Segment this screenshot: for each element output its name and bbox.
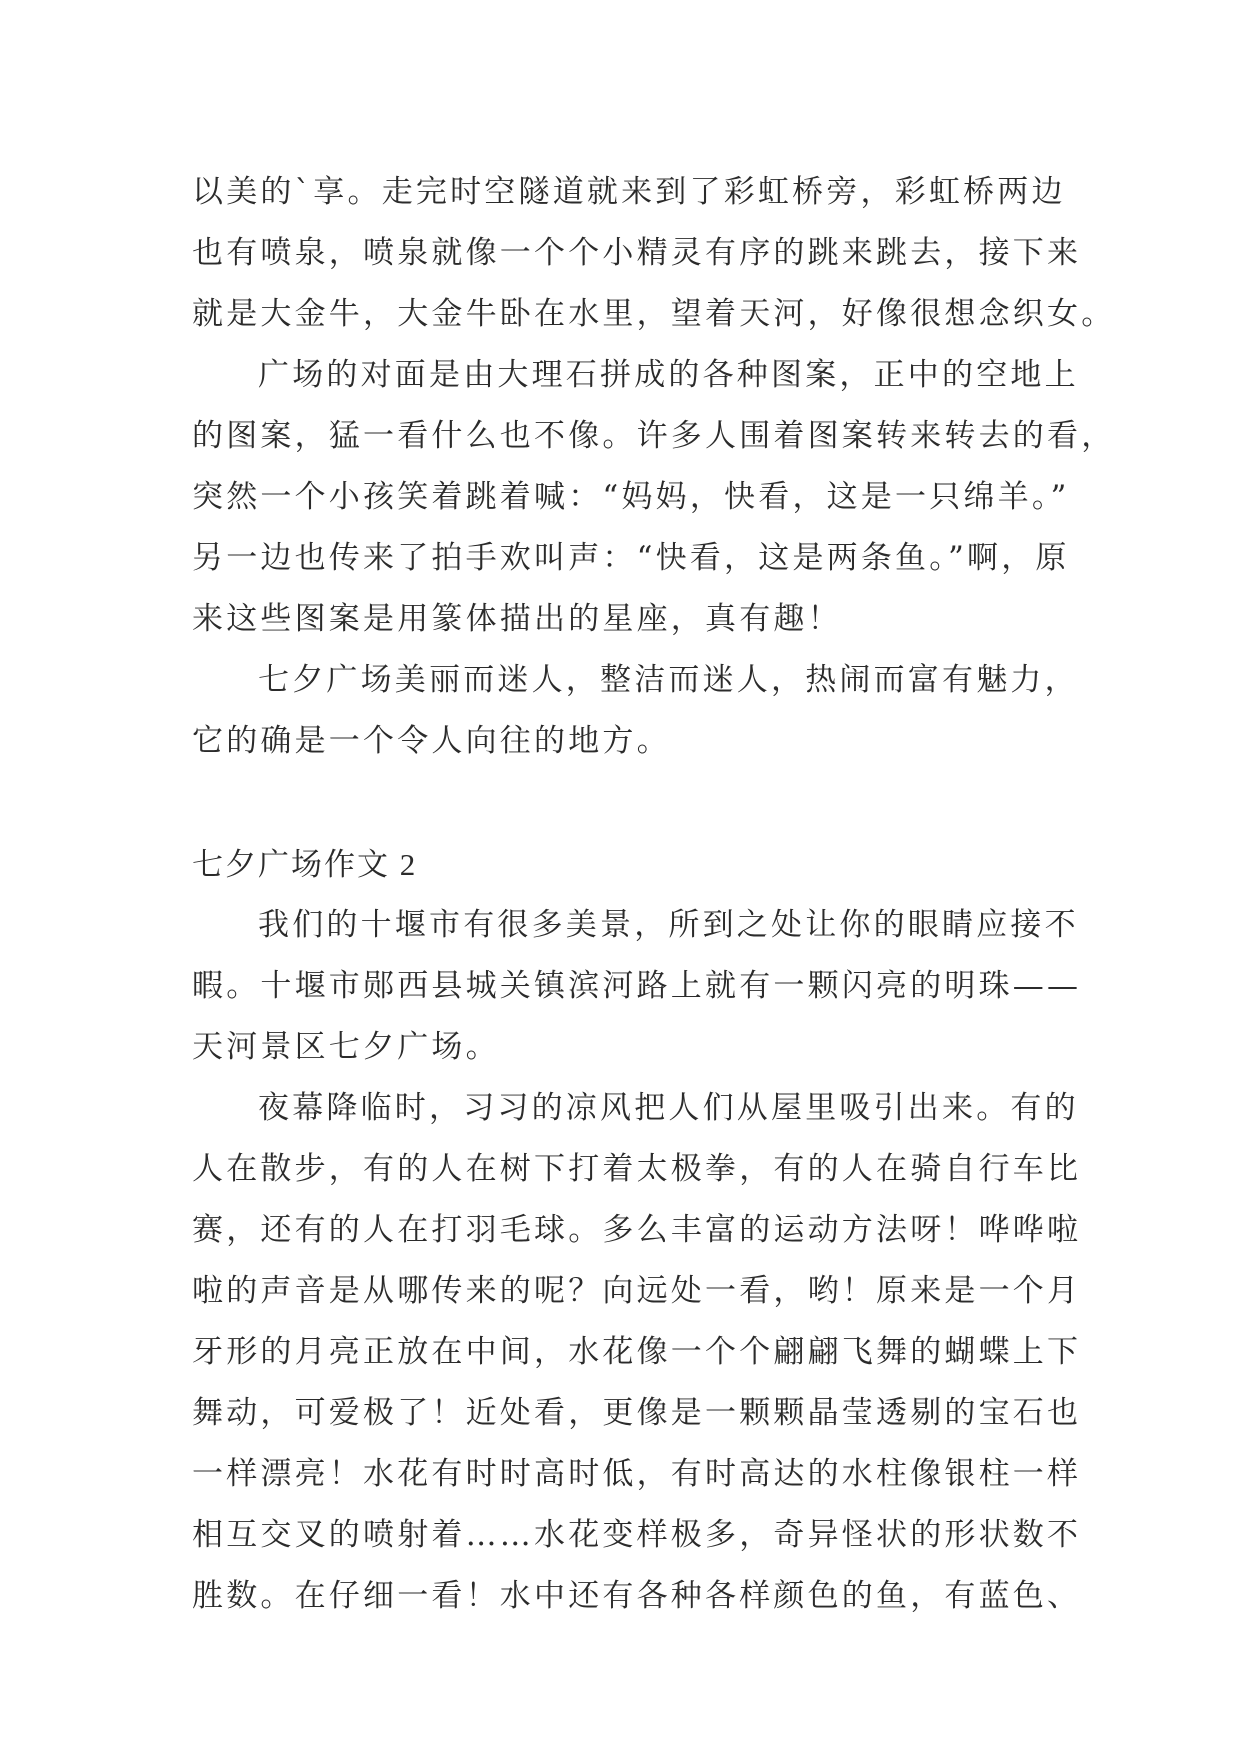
text-line: 啦的声音是从哪传来的呢？向远处一看，哟！原来是一个月 (192, 1273, 1082, 1309)
text-line: 暇。十堰市郧西县城关镇滨河路上就有一颗闪亮的明珠—— (192, 968, 1082, 1004)
text-line: 人在散步，有的人在树下打着太极拳，有的人在骑自行车比 (192, 1151, 1082, 1187)
text-line: 也有喷泉，喷泉就像一个个小精灵有序的跳来跳去，接下来 (192, 235, 1082, 271)
text-line: 广场的对面是由大理石拼成的各种图案，正中的空地上 (258, 357, 1079, 393)
text-line: 夜幕降临时，习习的凉风把人们从屋里吸引出来。有的 (258, 1090, 1079, 1126)
text-line: 七夕广场美丽而迷人，整洁而迷人，热闹而富有魅力， (258, 662, 1079, 698)
text-line: 赛，还有的人在打羽毛球。多么丰富的运动方法呀！哗哗啦 (192, 1212, 1082, 1248)
text-line: 相互交叉的喷射着……水花变样极多，奇异怪状的形状数不 (192, 1517, 1082, 1553)
text-line: 突然一个小孩笑着跳着喊：“妈妈，快看，这是一只绵羊。” (192, 479, 1070, 515)
text-line: 的图案，猛一看什么也不像。许多人围着图案转来转去的看， (192, 418, 1116, 454)
text-line: 它的确是一个令人向往的地方。 (192, 723, 671, 759)
text-line: 我们的十堰市有很多美景，所到之处让你的眼睛应接不 (258, 907, 1079, 943)
text-line: 牙形的月亮正放在中间，水花像一个个翩翩飞舞的蝴蝶上下 (192, 1334, 1082, 1370)
text-line: 以美的`享。走完时空隧道就来到了彩虹桥旁，彩虹桥两边 (192, 174, 1066, 210)
text-line: 天河景区七夕广场。 (192, 1029, 500, 1065)
text-line: 舞动，可爱极了！近处看，更像是一颗颗晶莹透剔的宝石也 (192, 1395, 1082, 1431)
paragraph (192, 162, 1116, 345)
paragraph (192, 650, 1080, 772)
text-line: 一样漂亮！水花有时时高时低，有时高达的水柱像银柱一样 (192, 1456, 1082, 1492)
text-line: 就是大金牛，大金牛卧在水里，望着天河，好像很想念织女。 (192, 296, 1116, 332)
text-line: 另一边也传来了拍手欢叫声：“快看，这是两条鱼。”啊，原 (192, 540, 1070, 576)
paragraph (192, 1078, 1080, 1627)
document-body (192, 162, 1116, 1627)
text-line: 胜数。在仔细一看！水中还有各种各样颜色的鱼，有蓝色、 (192, 1578, 1082, 1614)
section-title: 七夕广场作文 2 (192, 847, 418, 882)
text-line: 来这些图案是用篆体描出的星座，真有趣！ (192, 601, 842, 637)
paragraph (192, 345, 1116, 650)
section-spacer (192, 772, 1080, 834)
paragraph (192, 895, 1080, 1078)
